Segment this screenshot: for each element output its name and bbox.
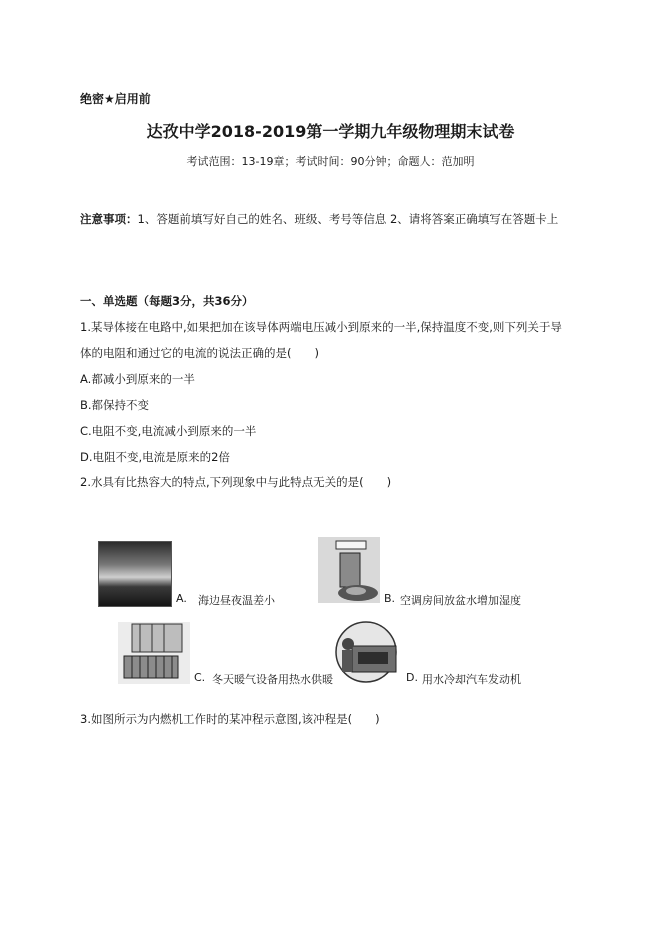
- q1-option-a: A.都减小到原来的一半: [80, 372, 195, 386]
- notice-text: 1、答题前填写好自己的姓名、班级、考号等信息 2、请将答案正确填写在答题卡上: [137, 212, 559, 226]
- q1-option-c: C.电阻不变,电流减小到原来的一半: [80, 424, 257, 438]
- q2-option-a-letter: A.: [176, 592, 187, 605]
- q1-stem-line2: 体的电阻和通过它的电流的说法正确的是( ): [80, 346, 319, 360]
- q3-stem: 3.如图所示为内燃机工作时的某冲程示意图,该冲程是( ): [80, 712, 380, 726]
- q2-option-d-letter: D.: [406, 671, 418, 684]
- notice-label: 注意事项：: [80, 212, 138, 226]
- air-conditioner-image: [318, 537, 380, 603]
- exam-title: 达孜中学2018-2019第一学期九年级物理期末试卷: [146, 122, 515, 141]
- q1-option-d: D.电阻不变,电流是原来的2倍: [80, 450, 230, 464]
- q2-option-b-letter: B.: [384, 592, 396, 605]
- secret-label: 绝密★启用前: [80, 92, 151, 106]
- q2-option-d-text: 用水冷却汽车发动机: [422, 673, 521, 686]
- q2-option-b-text: 空调房间放盆水增加湿度: [400, 594, 521, 607]
- radiator-image: [118, 622, 190, 684]
- coast-image: [98, 541, 172, 607]
- q2-option-c-text: 冬天暖气设备用热水供暖: [212, 673, 333, 686]
- q1-option-b: B.都保持不变: [80, 398, 150, 412]
- q2-stem: 2.水具有比热容大的特点,下列现象中与此特点无关的是( ): [80, 475, 392, 489]
- car-engine-image: [334, 620, 402, 686]
- exam-info: 考试范围：13-19章；考试时间：90分钟；命题人：范加明: [186, 155, 475, 168]
- q2-option-c-letter: C.: [194, 671, 206, 684]
- q1-stem-line1: 1.某导体接在电路中,如果把加在该导体两端电压减小到原来的一半,保持温度不变,则下列关于导: [80, 320, 562, 334]
- notice: [80, 211, 558, 227]
- section-heading: 一、单选题（每题3分，共36分）: [80, 294, 254, 308]
- q2-option-a-text: 海边昼夜温差小: [198, 594, 275, 607]
